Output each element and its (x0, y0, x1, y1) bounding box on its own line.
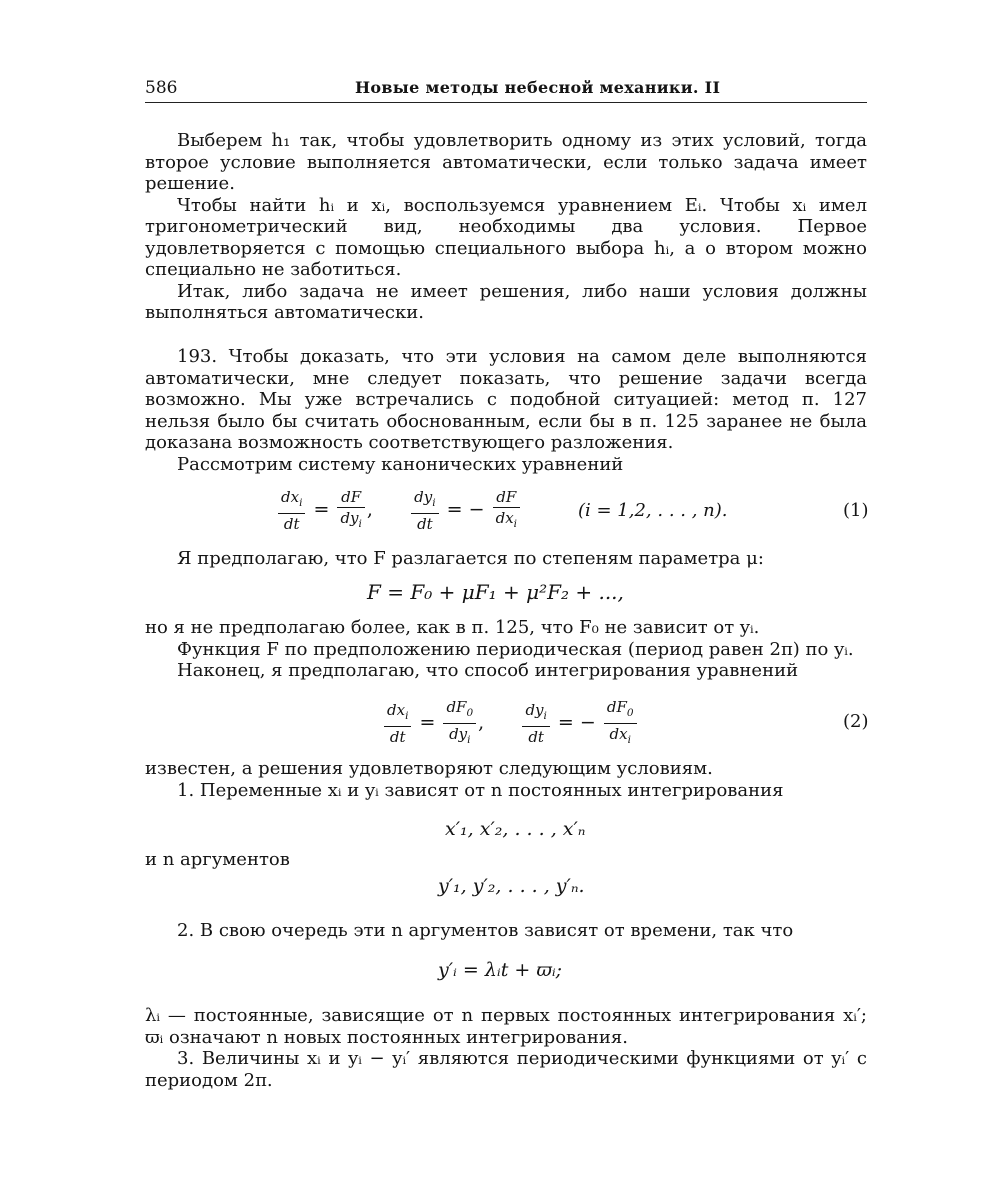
equation-index-range: (i = 1,2, . . . , n). (578, 500, 728, 521)
equation-canonical: $\frac{dx_i}{dt}$ = $\frac{dF}{dy_i}$ , $\frac{dy_i}{dt}$ = − $\frac{dF}{dx_i}$ (276, 487, 522, 534)
paragraph: Итак, либо задача не имеет решения, либо наши условия должны выполняться автоматически. (145, 280, 867, 323)
closing-paragraphs (145, 1005, 867, 1091)
equation-series: F = F₀ + μF₁ + μ²F₂ + ..., (367, 580, 624, 604)
paragraph: λᵢ — постоянные, зависящие от n первых постоянных интегрирования xᵢ′; ϖᵢ означают n новых постоянных интегрирования. (145, 1005, 867, 1048)
paragraph: и n аргументов (145, 849, 290, 870)
paragraph: но я не предполагаю более, как в п. 125, что F₀ не зависит от yᵢ. (145, 617, 760, 638)
paragraph: Наконец, я предполагаю, что способ интегрирования уравнений (177, 660, 799, 681)
paragraph: известен, а решения удовлетворяют следующим условиям. (145, 758, 713, 779)
page-number: 586 (145, 78, 178, 98)
opening-paragraphs (145, 130, 867, 324)
condition-two (145, 920, 867, 942)
paragraph: 3. Величины xᵢ и yᵢ − yᵢ′ являются периодическими функциями от yᵢ′ с периодом 2π. (145, 1048, 867, 1091)
equation-number: (1) (843, 500, 869, 521)
section-193 (145, 346, 867, 475)
equation-unperturbed: $\frac{dx_i}{dt}$ = $\frac{dF_0}{dy_i}$ , $\frac{dy_i}{dt}$ = − $\frac{dF_0}{dx_i}$ (382, 697, 639, 750)
paragraph: Я предполагаю, что F разлагается по степеням параметра μ: (177, 548, 764, 569)
equation-arguments: y′₁, y′₂, . . . , y′ₙ. (438, 875, 585, 897)
paragraph: 1. Переменные xᵢ и yᵢ зависят от n постоянных интегрирования (177, 779, 784, 801)
equation-integration-constants: x′₁, x′₂, . . . , x′ₙ (445, 818, 586, 840)
paragraph: Функция F по предположению периодическая (период равен 2π) по yᵢ. (177, 638, 854, 660)
paragraph: Выберем h₁ так, чтобы удовлетворить одному из этих условий, тогда второе условие выполняется автоматически, если только задача имеет решение. (145, 130, 867, 194)
paragraph: 2. В свою очередь эти n аргументов зависят от времени, так что (177, 920, 794, 941)
conditions-intro (145, 758, 867, 801)
running-header (145, 78, 867, 103)
equation-number: (2) (843, 711, 869, 732)
paragraph: Чтобы найти hᵢ и xᵢ, воспользуемся уравнением Eᵢ. Чтобы xᵢ имел тригонометрический вид, необходимы два условия. Первое удовлетворяется с помощью специального выбора hᵢ, а о втором можно специально не заботиться. (145, 194, 867, 280)
equation-linear-time: y′ᵢ = λᵢt + ϖᵢ; (438, 959, 563, 981)
running-title: Новые методы небесной механики. II (355, 78, 721, 97)
expansion-intro (145, 548, 867, 570)
paragraph: 193. Чтобы доказать, что эти условия на самом деле выполняются автоматически, мне следует показать, что решение задачи всегда возможно. Мы уже встречались с подобной ситуацией: метод п. 127 нельзя было бы считать обоснованным, если бы в п. 125 заранее не была доказана возможность соответствующего разложения. (145, 346, 867, 453)
arguments-label (145, 849, 867, 871)
paragraph: Рассмотрим систему канонических уравнений (177, 453, 624, 475)
assumptions (145, 617, 867, 682)
